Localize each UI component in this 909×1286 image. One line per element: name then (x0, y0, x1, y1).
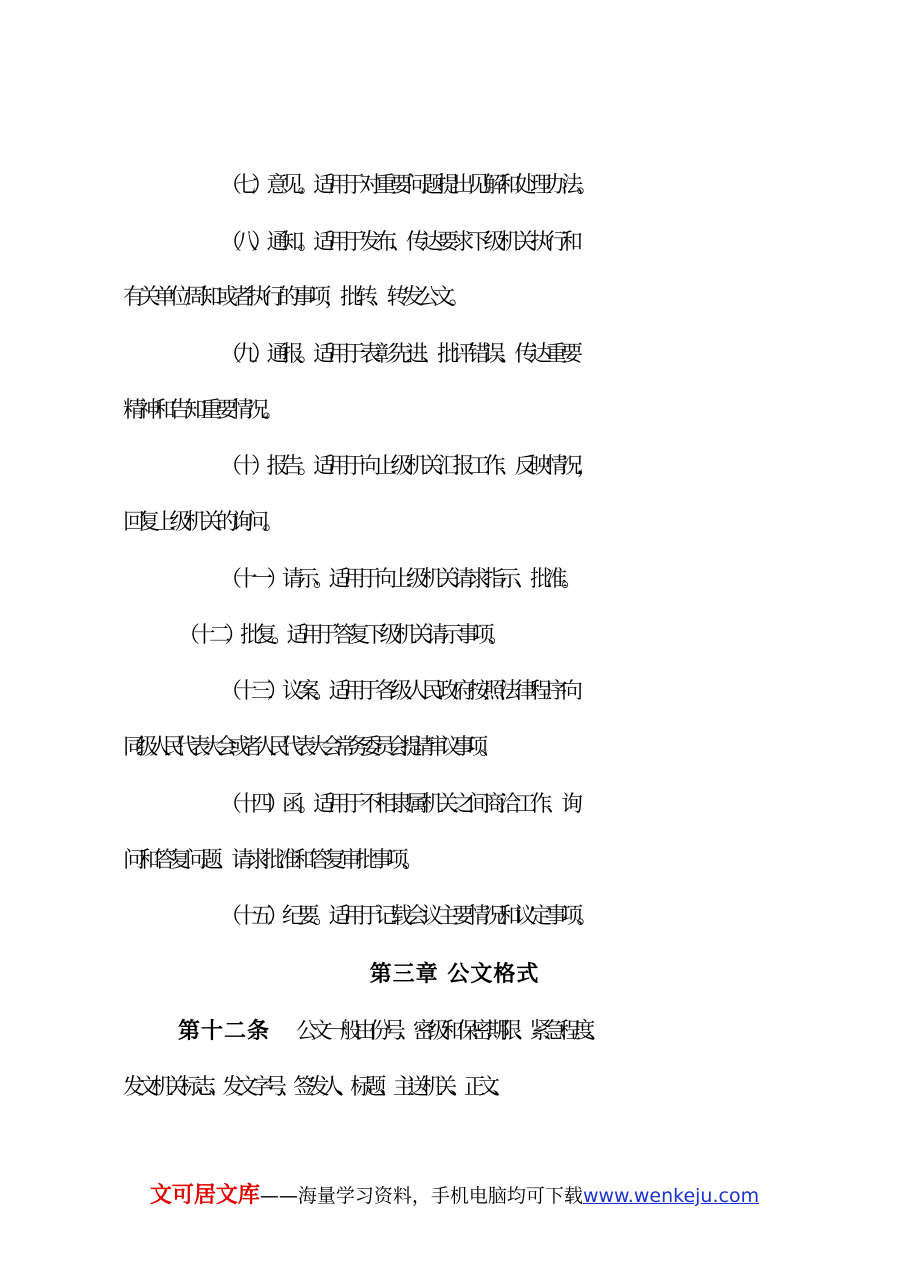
paragraph-8-line-1: （八）通知。适用于发布、传达要求下级机关执行和 (220, 230, 577, 255)
chapter-title: 第三章 公文格式 (369, 962, 540, 987)
article-number: 第十二条 (178, 1019, 271, 1044)
paragraph-13-line-1: （十三）议案。适用于各级人民政府按照法律程序向 (220, 679, 577, 704)
footer-brand: 文可居文库 (149, 1183, 260, 1208)
paragraph-15-line-1: （十五）纪要。适用于记载会议主要情况和议定事项。 (220, 904, 593, 929)
paragraph-10-line-1: （十）报告。适用于向上级机关汇报工作、反映情况， (220, 454, 593, 479)
paragraph-10-line-2: 回复上级机关的询问。 (123, 510, 279, 535)
paragraph-7-line-1: （七）意见。适用于对重要问题提出见解和处理办法。 (220, 173, 593, 198)
paragraph-13-line-2: 同级人民代表大会或者人民代表大会常务委员会提请审议事项。 (123, 735, 493, 760)
paragraph-8-line-2: 有关单位周知或者执行的事项，批转、转发公文。 (123, 285, 465, 310)
footer-slogan: ——海量学习资料，手机电脑均可下载 (259, 1185, 583, 1207)
footer-banner (0, 1183, 909, 1209)
paragraph-14-line-2: 问和答复问题、请求批准和答复审批事项。 (123, 848, 418, 873)
paragraph-12-line-1: （十二）批复。适用于答复下级机关请示事项。 (178, 623, 504, 648)
article-12-line-1 (0, 1018, 909, 1046)
footer-link[interactable]: www.wenkeju.com (582, 1185, 760, 1207)
article-12-line-2: 发文机关标志、发文字号、签发人、标题、主送机关、正文、 (123, 1075, 507, 1100)
article-text-line-1: 公文一般由份号、密级和保密期限、紧急程度、 (296, 1019, 603, 1044)
paragraph-14-line-1: （十四）函。适用于不相隶属机关之间商洽工作、询 (220, 792, 577, 817)
paragraph-9-line-1: （九）通报。适用于表彰先进、批评错误、传达重要 (220, 342, 577, 367)
paragraph-11-line-1: （十一）请示。适用于向上级机关请求指示、批准。 (220, 567, 577, 592)
paragraph-9-line-2: 精神和告知重要情况。 (123, 398, 279, 423)
